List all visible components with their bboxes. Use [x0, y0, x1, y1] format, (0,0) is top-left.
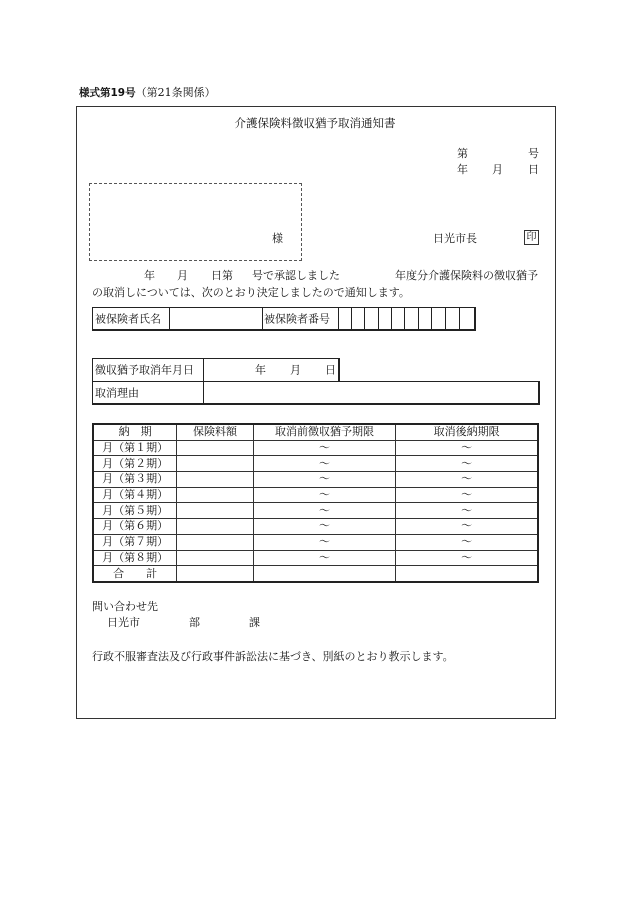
period-cell: 月（第３期）	[93, 472, 177, 488]
cancel-date-label: 徴収猶予取消年月日	[95, 363, 194, 377]
number-box-divider	[391, 308, 392, 329]
addressee-sama: 様	[272, 232, 283, 245]
cancel-date-month: 月	[290, 363, 301, 377]
total-label: 合 計	[93, 566, 177, 582]
body-line2: の取消しについては、次のとおり決定しましたので通知します。	[92, 286, 410, 299]
number-box-divider	[378, 308, 379, 329]
form-label	[79, 87, 216, 99]
cancel-reason-row	[92, 381, 540, 405]
total-before-cell	[253, 566, 395, 582]
amount-cell	[177, 519, 254, 535]
before-cell: 〜	[253, 440, 395, 456]
amount-cell	[177, 456, 254, 472]
insured-name-label: 被保険者氏名	[95, 312, 161, 325]
contact-section: 課	[249, 616, 260, 629]
after-cell: 〜	[396, 519, 538, 535]
before-cell: 〜	[253, 550, 395, 566]
before-cell: 〜	[253, 519, 395, 535]
number-box-divider	[459, 308, 460, 329]
schedule-table	[92, 423, 539, 583]
addressee-box	[89, 183, 302, 261]
after-cell: 〜	[396, 550, 538, 566]
amount-cell	[177, 487, 254, 503]
table-row	[93, 534, 538, 550]
after-cell: 〜	[396, 440, 538, 456]
insured-number-label: 被保険者番号	[264, 312, 330, 325]
number-box-divider	[418, 308, 419, 329]
period-cell: 月（第８期）	[93, 550, 177, 566]
period-cell: 月（第４期）	[93, 487, 177, 503]
after-cell: 〜	[396, 534, 538, 550]
doc-number-go: 号	[528, 147, 539, 160]
number-box-divider	[431, 308, 432, 329]
cancel-date-row	[92, 358, 340, 381]
table-row	[93, 440, 538, 456]
body-day-dai: 日第	[211, 269, 233, 282]
form-relation: （第21条関係）	[135, 86, 216, 99]
document-title: 介護保険料徴収猶予取消通知書	[234, 116, 396, 130]
amount-cell	[177, 550, 254, 566]
divider	[203, 382, 204, 403]
table-total-row	[93, 566, 538, 582]
cancel-date-year: 年	[255, 363, 266, 377]
table-row	[93, 550, 538, 566]
header-before-deadline: 取消前徴収猶予期限	[253, 424, 395, 440]
contact-city: 日光市	[107, 616, 140, 629]
amount-cell	[177, 472, 254, 488]
period-cell: 月（第５期）	[93, 503, 177, 519]
number-box-divider	[351, 308, 352, 329]
amount-cell	[177, 440, 254, 456]
period-cell: 月（第６期）	[93, 519, 177, 535]
total-amount-cell	[177, 566, 254, 582]
cancel-date-day: 日	[325, 363, 336, 377]
table-header-row	[93, 424, 538, 440]
contact-heading: 問い合わせ先	[92, 600, 158, 613]
header-after-deadline: 取消後納期限	[396, 424, 538, 440]
before-cell: 〜	[253, 503, 395, 519]
table-row	[93, 472, 538, 488]
doc-date-year: 年	[457, 163, 468, 176]
before-cell: 〜	[253, 472, 395, 488]
number-box-divider	[338, 308, 339, 329]
before-cell: 〜	[253, 487, 395, 503]
total-after-cell	[396, 566, 538, 582]
table-row	[93, 519, 538, 535]
table-row	[93, 503, 538, 519]
doc-date-month: 月	[492, 163, 503, 176]
issuer-name: 日光市長	[433, 232, 477, 245]
divider	[262, 308, 263, 329]
after-cell: 〜	[396, 503, 538, 519]
contact-dept: 部	[189, 616, 200, 629]
after-cell: 〜	[396, 456, 538, 472]
form-number: 様式第19号	[79, 87, 136, 99]
after-cell: 〜	[396, 472, 538, 488]
footer-note: 行政不服審査法及び行政事件訴訟法に基づき、別紙のとおり教示します。	[92, 650, 454, 663]
doc-date-day: 日	[528, 163, 539, 176]
after-cell: 〜	[396, 487, 538, 503]
number-box-divider	[364, 308, 365, 329]
cancel-reason-label: 取消理由	[95, 386, 139, 399]
number-box-divider	[445, 308, 446, 329]
amount-cell	[177, 534, 254, 550]
divider	[203, 359, 204, 381]
insured-table	[92, 307, 476, 331]
header-period: 納 期	[93, 424, 177, 440]
doc-number-dai: 第	[457, 147, 468, 160]
period-cell: 月（第２期）	[93, 456, 177, 472]
period-cell: 月（第７期）	[93, 534, 177, 550]
header-amount: 保険料額	[177, 424, 254, 440]
table-row	[93, 487, 538, 503]
body-year: 年	[144, 269, 155, 282]
before-cell: 〜	[253, 534, 395, 550]
seal-mark: 印	[524, 230, 539, 245]
before-cell: 〜	[253, 456, 395, 472]
table-row	[93, 456, 538, 472]
number-box-divider	[404, 308, 405, 329]
body-fiscal-year: 年度分介護保険料の徴収猶予	[395, 269, 538, 282]
divider	[169, 308, 170, 329]
body-month: 月	[177, 269, 188, 282]
body-go-approved: 号で承認しました	[252, 269, 340, 282]
amount-cell	[177, 503, 254, 519]
period-cell: 月（第１期）	[93, 440, 177, 456]
